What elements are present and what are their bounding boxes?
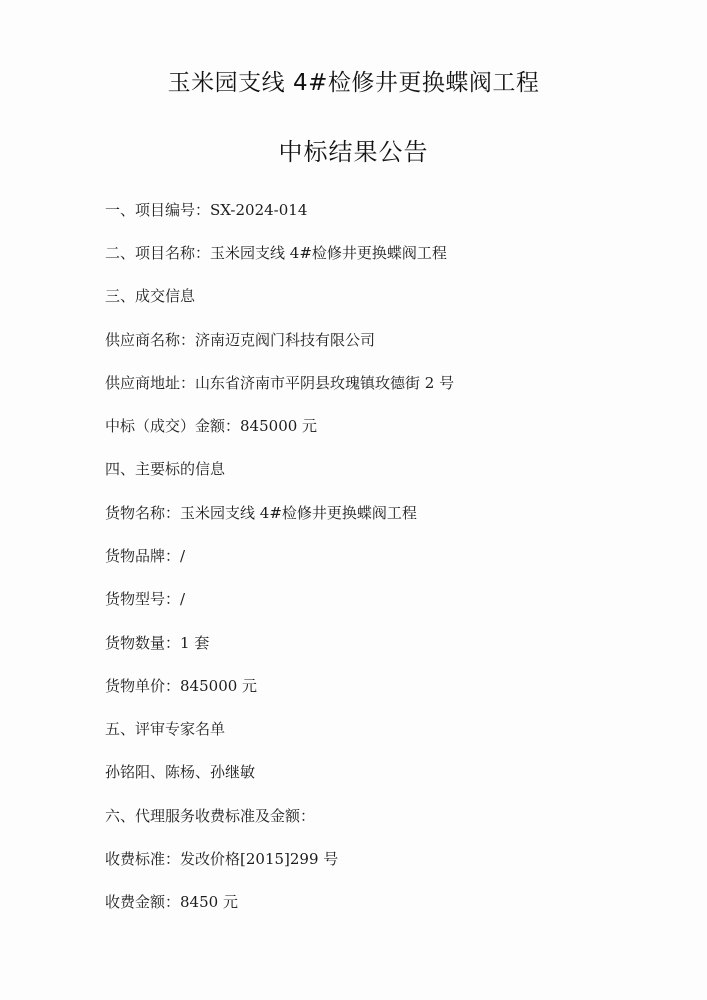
goods-unit-price-value: 845000 元 [180,677,258,695]
goods-name-label: 货物名称： [105,504,181,522]
goods-model-line [105,589,185,609]
experts-names-value: 孙铭阳、陈杨、孙继敏 [105,763,256,781]
fee-amount-value: 8450 元 [180,893,238,911]
section-agency-fee [105,806,315,826]
supplier-name-label: 供应商名称： [105,331,196,349]
project-name-value: 玉米园支线 4#检修井更换蝶阀工程 [210,244,447,262]
document-title: 玉米园支线 4#检修井更换蝶阀工程 [167,70,540,96]
goods-brand-value: / [180,547,186,565]
section-main-items-heading: 四、主要标的信息 [105,460,226,478]
bid-amount-line [105,416,317,436]
bid-amount-value: 845000 元 [240,417,318,435]
goods-unit-price-line [105,676,257,696]
goods-brand-label: 货物品牌： [105,547,181,565]
goods-unit-price-label: 货物单价： [105,677,181,695]
section-experts-heading: 五、评审专家名单 [105,720,226,738]
goods-quantity-value: 1 套 [180,634,210,652]
experts-names-line [105,762,255,782]
goods-model-value: / [180,590,186,608]
fee-standard-value: 发改价格[2015]299 号 [180,850,339,868]
goods-model-label: 货物型号： [105,590,181,608]
supplier-name-line [105,330,375,350]
supplier-address-label: 供应商地址： [105,374,196,392]
project-number-value: SX-2024-014 [210,201,308,219]
project-number-label: 一、项目编号： [105,201,211,219]
fee-standard-line [105,849,338,869]
goods-brand-line [105,546,185,566]
section-agency-fee-heading: 六、代理服务收费标准及金额： [105,807,316,825]
goods-quantity-label: 货物数量： [105,634,181,652]
section-main-items [105,459,225,479]
fee-amount-label: 收费金额： [105,893,181,911]
supplier-address-line [105,373,454,393]
goods-name-value: 玉米园支线 4#检修井更换蝶阀工程 [180,504,417,522]
project-number-line [105,200,307,220]
section-experts [105,719,225,739]
document-subtitle: 中标结果公告 [278,138,429,166]
bid-amount-label: 中标（成交）金额： [105,417,241,435]
section-deal-info [105,286,195,306]
goods-quantity-line [105,633,209,653]
supplier-address-value: 山东省济南市平阴县玫瑰镇玫德街 2 号 [195,374,455,392]
fee-amount-line [105,892,238,912]
supplier-name-value: 济南迈克阀门科技有限公司 [195,331,376,349]
project-name-line [105,243,447,263]
goods-name-line [105,503,417,523]
section-deal-info-heading: 三、成交信息 [105,287,196,305]
fee-standard-label: 收费标准： [105,850,181,868]
project-name-label: 二、项目名称： [105,244,211,262]
